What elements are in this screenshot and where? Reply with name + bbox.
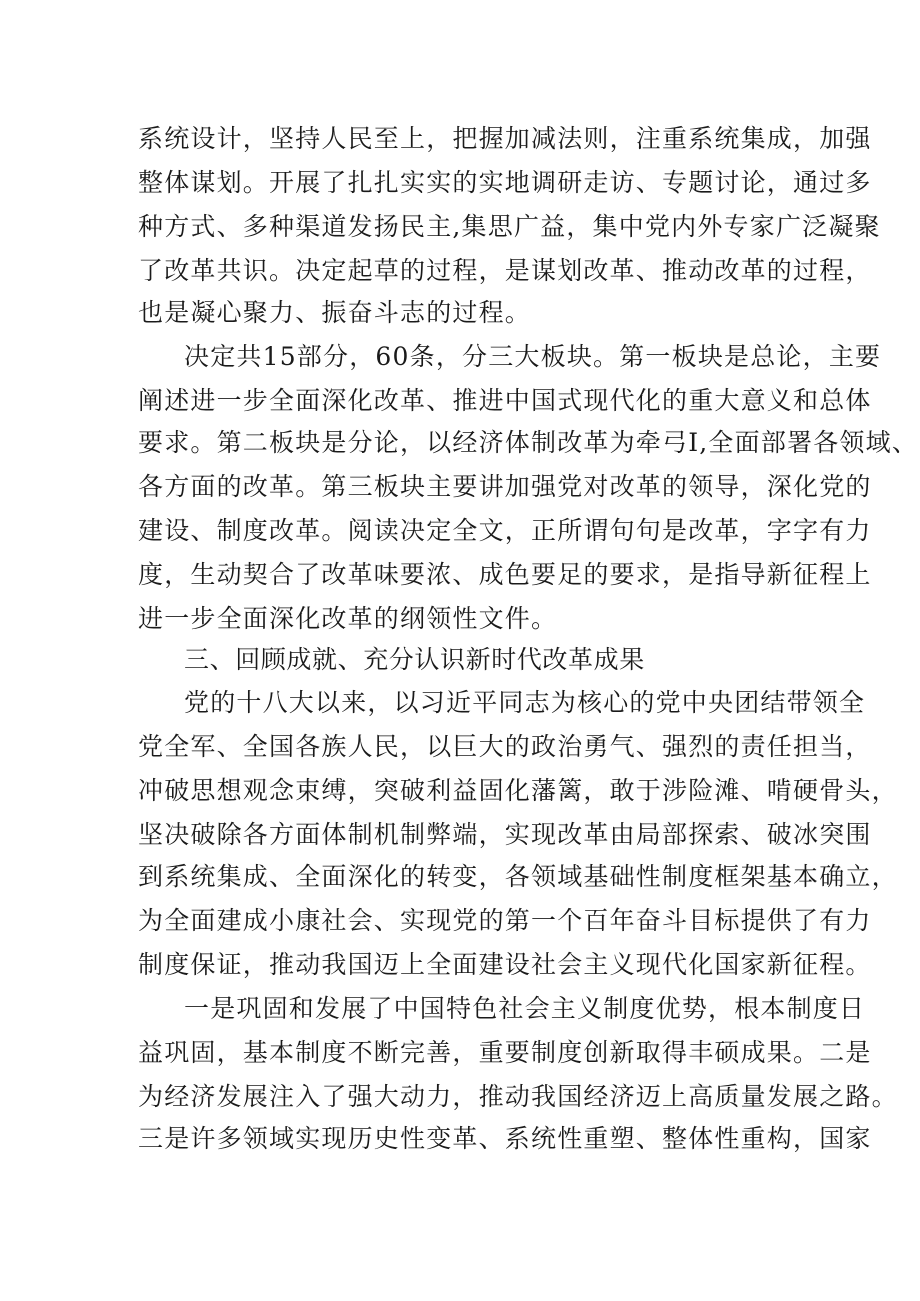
section-heading: 三、回顾成就、充分认识新时代改革成果 (184, 645, 645, 674)
paragraph-3-line-3: 冲破思想观念束缚，突破利益固化藩篱，敢于涉险滩、啃硬骨头， (138, 776, 898, 805)
paragraph-1-line-3: 种方式、多种渠道发扬民主,集思广益，集中党内外专家广泛凝聚 (138, 212, 881, 241)
paragraph-1-line-1: 系统设计，坚持人民至上，把握加减法则，注重系统集成，加强 (138, 124, 872, 153)
paragraph-1-line-2: 整体谋划。开展了扎扎实实的实地调研走访、专题讨论，通过多 (138, 168, 872, 197)
paragraph-3-line-5: 到系统集成、全面深化的转变，各领域基础性制度框架基本确立， (138, 862, 898, 891)
paragraph-4-line-2: 益巩固，基本制度不断完善，重要制度创新取得丰硕成果。二是 (138, 1038, 872, 1067)
paragraph-2-line-2: 阐述进一步全面深化改革、推进中国式现代化的重大意义和总体 (138, 386, 872, 415)
paragraph-4-line-3: 为经济发展注入了强大动力，推动我国经济迈上高质量发展之路。 (138, 1082, 898, 1111)
paragraph-3-line-4: 坚决破除各方面体制机制弊端，实现改革由局部探索、破冰突围 (138, 820, 872, 849)
paragraph-4-line-1: 一是巩固和发展了中国特色社会主义制度优势，根本制度日 (184, 994, 866, 1023)
paragraph-2-line-7: 进一步全面深化改革的纲领性文件。 (138, 604, 558, 633)
paragraph-3-line-7: 制度保证，推动我国迈上全面建设社会主义现代化国家新征程。 (138, 950, 872, 979)
paragraph-1-line-5: 也是凝心聚力、振奋斗志的过程。 (138, 298, 532, 327)
paragraph-2-line-5: 建设、制度改革。阅读决定全文，正所谓句句是改革，字字有力 (138, 516, 872, 545)
paragraph-3-line-6: 为全面建成小康社会、实现党的第一个百年奋斗目标提供了有力 (138, 906, 872, 935)
paragraph-3-line-1: 党的十八大以来，以习近平同志为核心的党中央团结带领全 (184, 688, 866, 717)
paragraph-4-line-4: 三是许多领域实现历史性变革、系统性重塑、整体性重构，国家 (138, 1124, 872, 1153)
paragraph-3-line-2: 党全军、全国各族人民，以巨大的政治勇气、强烈的责任担当， (138, 732, 872, 761)
paragraph-2-line-1: 决定共15部分，60条，分三大板块。第一板块是总论，主要 (184, 342, 882, 371)
paragraph-2-line-6: 度，生动契合了改革味要浓、成色要足的要求，是指导新征程上 (138, 560, 872, 589)
paragraph-1-line-4: 了改革共识。决定起草的过程，是谋划改革、推动改革的过程， (138, 256, 872, 285)
paragraph-2-line-3: 要求。第二板块是分论，以经济体制改革为牵弓I,全面部署各领域、 (138, 428, 919, 457)
paragraph-2-line-4: 各方面的改革。第三板块主要讲加强党对改革的领导，深化党的 (138, 472, 872, 501)
